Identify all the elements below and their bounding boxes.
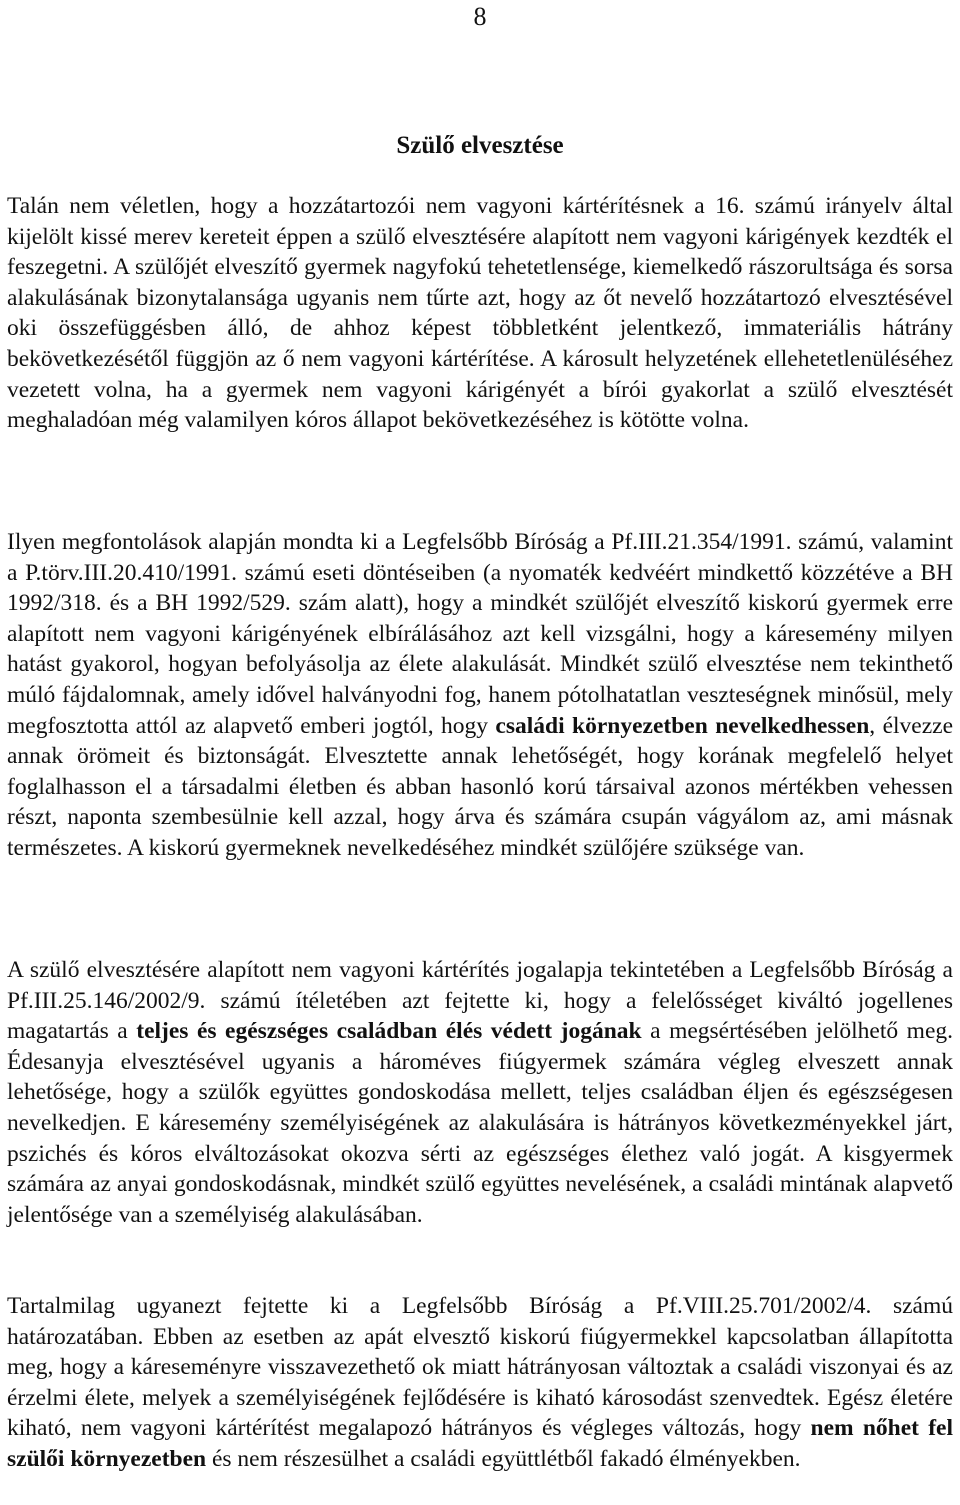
page-number: 8	[473, 2, 487, 31]
section-heading: Szülő elvesztése	[396, 132, 564, 159]
paragraph-4-emphasis: nem nőhet fel szülői környezetben	[7, 1415, 953, 1472]
paragraph-2	[7, 527, 953, 864]
paragraph-1	[7, 191, 953, 436]
paragraph-3-text-b: a megsértésében jelölhető meg. Édesanyja elvesztésével ugyanis a hároméves fiúgyermek számára végleg elveszett annak lehetősége, hogy a szülők együttes gondoskodása mellett, teljes családban éljen és egészségesen nevelkedjen. E káresemény személyiségének az alakulására is hátrányos következményekkel járt, pszichés és kóros elváltozásokat okozva sérti az egészséges élethez való jogát. A kisgyermek számára az anyai gondoskodásnak, mindkét szülő együttes nevelésének, a családi mintának alapvető jelentősége van a személyiség alakulásában.	[7, 1018, 953, 1228]
paragraph-2-text-a: Ilyen megfontolások alapján mondta ki a Legfelsőbb Bíróság a Pf.III.21.354/1991. számú, valamint a P.törv.III.20.410/1991. számú eseti döntéseiben (a nyomaték kedvéért mindkettő közzétéve a BH 1992/318. és a BH 1992/529. szám alatt), hogy a mindkét szülőjét elveszítő kiskorú gyermek erre alapított nem vagyoni kárigényének elbírálásához azt kell vizsgálni, hogy a káresemény milyen hatást gyakorol, hogyan befolyásolja az élete alakulását. Mindkét szülő elvesztése nem tekinthető múló fájdalomnak, amely idővel halványodni fog, hanem pótolhatatlan veszteségnek minősül, mely megfosztotta attól az alapvető emberi jogtól, hogy	[7, 529, 953, 739]
paragraph-2-text-b: , élvezze annak örömeit és biztonságát. Elvesztette annak lehetőségét, hogy korának megfelelő helyet foglalhasson el a társadalmi életben és abban hasonló korú társaival azonos mértékben vehessen részt, naponta szembesülnie kell azzal, hogy árva és számára csupán vágyálom az, ami másnak természetes. A kiskorú gyermeknek nevelkedéséhez mindkét szülőjére szüksége van.	[7, 712, 953, 861]
paragraph-2-emphasis: családi környezetben nevelkedhessen	[495, 712, 870, 739]
paragraph-4-text-b: és nem részesülhet a családi együttlétből fakadó élményekben.	[206, 1445, 801, 1472]
paragraph-4-text-a: Tartalmilag ugyanezt fejtette ki a Legfelsőbb Bíróság a Pf.VIII.25.701/2002/4. számú határozatában. Ebben az esetben az apát elvesztő kiskorú fiúgyermekkel kapcsolatban állapította meg, hogy a káreseményre visszavezethető ok miatt hátrányosan változtak a családi viszonyai és az érzelmi élete, melyek a személyiségének fejlődésére is kiható károsodást szenvedtek. Egész életére kiható, nem vagyoni kártérítést megalapozó hátrányos és végleges változás, hogy	[7, 1293, 953, 1442]
paragraph-3	[7, 955, 953, 1230]
paragraph-3-emphasis: teljes és egészséges családban élés védett jogának	[136, 1018, 642, 1045]
paragraph-3-text-a: A szülő elvesztésére alapított nem vagyoni kártérítés jogalapja tekintetében a Legfelsőbb Bíróság a Pf.III.25.146/2002/9. számú ítéletében azt fejtette ki, hogy a felelősséget kiváltó jogellenes magatartás a	[7, 957, 953, 1045]
paragraph-4	[7, 1291, 953, 1475]
paragraph-1-text: Talán nem véletlen, hogy a hozzátartozói nem vagyoni kártérítésnek a 16. számú irányelv által kijelölt kissé merev kereteit éppen a szülő elvesztésére alapított nem vagyoni kárigények kezdték el feszegetni. A szülőjét elveszítő gyermek nagyfokú tehetetlensége, kiemelkedő rászorultsága és sorsa alakulásának bizonytalansága ugyanis nem tűrte azt, hogy az őt nevelő hozzátartozó elvesztésével oki összefüggésben álló, de ahhoz képest többletként jelentkező, immateriális hátrány bekövetkezésétől függjön az ő nem vagyoni kártérítése. A károsult helyzetének ellehetetlenüléséhez vezetett volna, ha a gyermek nem vagyoni kárigényét a bírói gyakorlat a szülő elvesztését meghaladóan még valamilyen kóros állapot bekövetkezéséhez is kötötte volna.	[7, 193, 953, 434]
